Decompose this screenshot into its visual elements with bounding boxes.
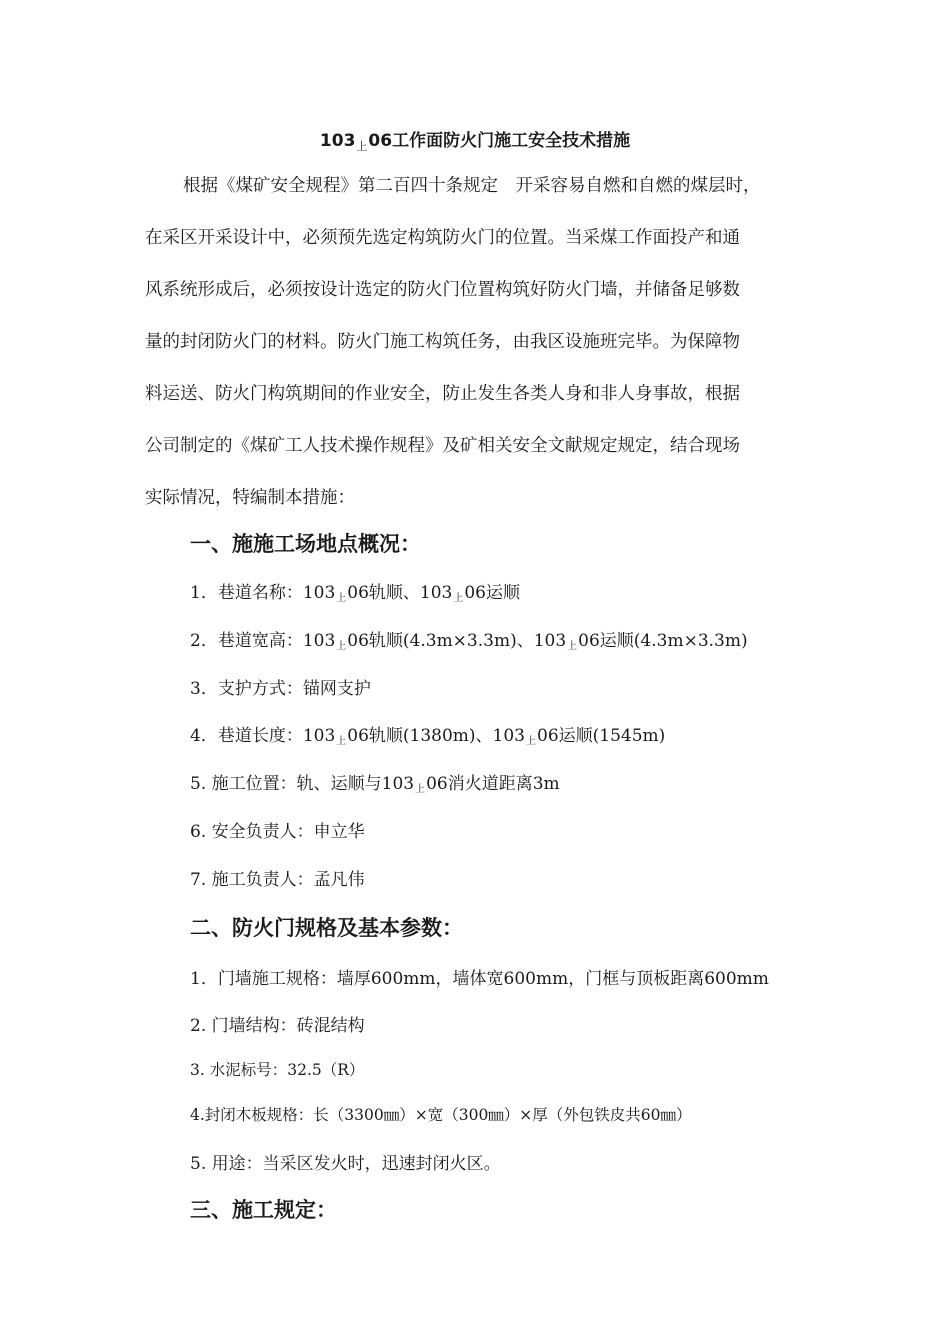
section-heading: 一、施施工场地点概况： <box>190 532 421 556</box>
intro-line: 根据《煤矿安全规程》第二百四十条规定 开采容易自燃和自燃的煤层时， <box>183 176 761 196</box>
intro-line: 料运送、防火门构筑期间的作业安全，防止发生各类人身和非人身事故，根据 <box>145 384 740 404</box>
list-item: 1．门墙施工规格：墙厚600mm，墙体宽600mm，门框与顶板距离600mm <box>190 969 769 989</box>
list-item: 4.封闭木板规格：长（3300㎜）×宽（300㎜）×厚（外包铁皮共60㎜） <box>190 1106 692 1124</box>
intro-line: 风系统形成后，必须按设计选定的防火门位置构筑好防火门墙，并储备足够数 <box>145 280 740 300</box>
list-item: 6. 安全负责人：申立华 <box>190 822 365 842</box>
section-heading: 三、施工规定： <box>190 1198 337 1222</box>
list-item: 3. 水泥标号：32.5（R） <box>190 1061 365 1079</box>
list-item: 5. 用途：当采区发火时，迅速封闭火区。 <box>190 1154 501 1174</box>
list-item: 3．支护方式：锚网支护 <box>190 679 371 699</box>
list-item: 2．巷道宽高：103上06轨顺(4.3m×3.3m)、103上06运顺(4.3m×3.3m) <box>190 631 748 652</box>
intro-line: 实际情况，特编制本措施： <box>145 488 355 508</box>
list-item: 5. 施工位置：轨、运顺与103上06消火道距离3m <box>190 774 560 795</box>
list-item: 2. 门墙结构：砖混结构 <box>190 1016 365 1036</box>
document-title: $103_上06$工作面防火门施工安全技术措施 <box>319 131 631 153</box>
list-item: 4．巷道长度：103上06轨顺(1380m)、103上06运顺(1545m) <box>190 726 666 747</box>
list-item: 1．巷道名称：103上06轨顺、103上06运顺 <box>190 583 520 604</box>
intro-line: 量的封闭防火门的材料。防火门施工构筑任务，由我区设施班完毕。为保障物 <box>145 332 740 352</box>
intro-line: 在采区开采设计中，必须预先选定构筑防火门的位置。当采煤工作面投产和通 <box>145 228 740 248</box>
section-heading: 二、防火门规格及基本参数： <box>190 916 463 940</box>
list-item: 7. 施工负责人：孟凡伟 <box>190 870 365 890</box>
intro-line: 公司制定的《煤矿工人技术操作规程》及矿相关安全文献规定规定，结合现场 <box>145 436 740 456</box>
